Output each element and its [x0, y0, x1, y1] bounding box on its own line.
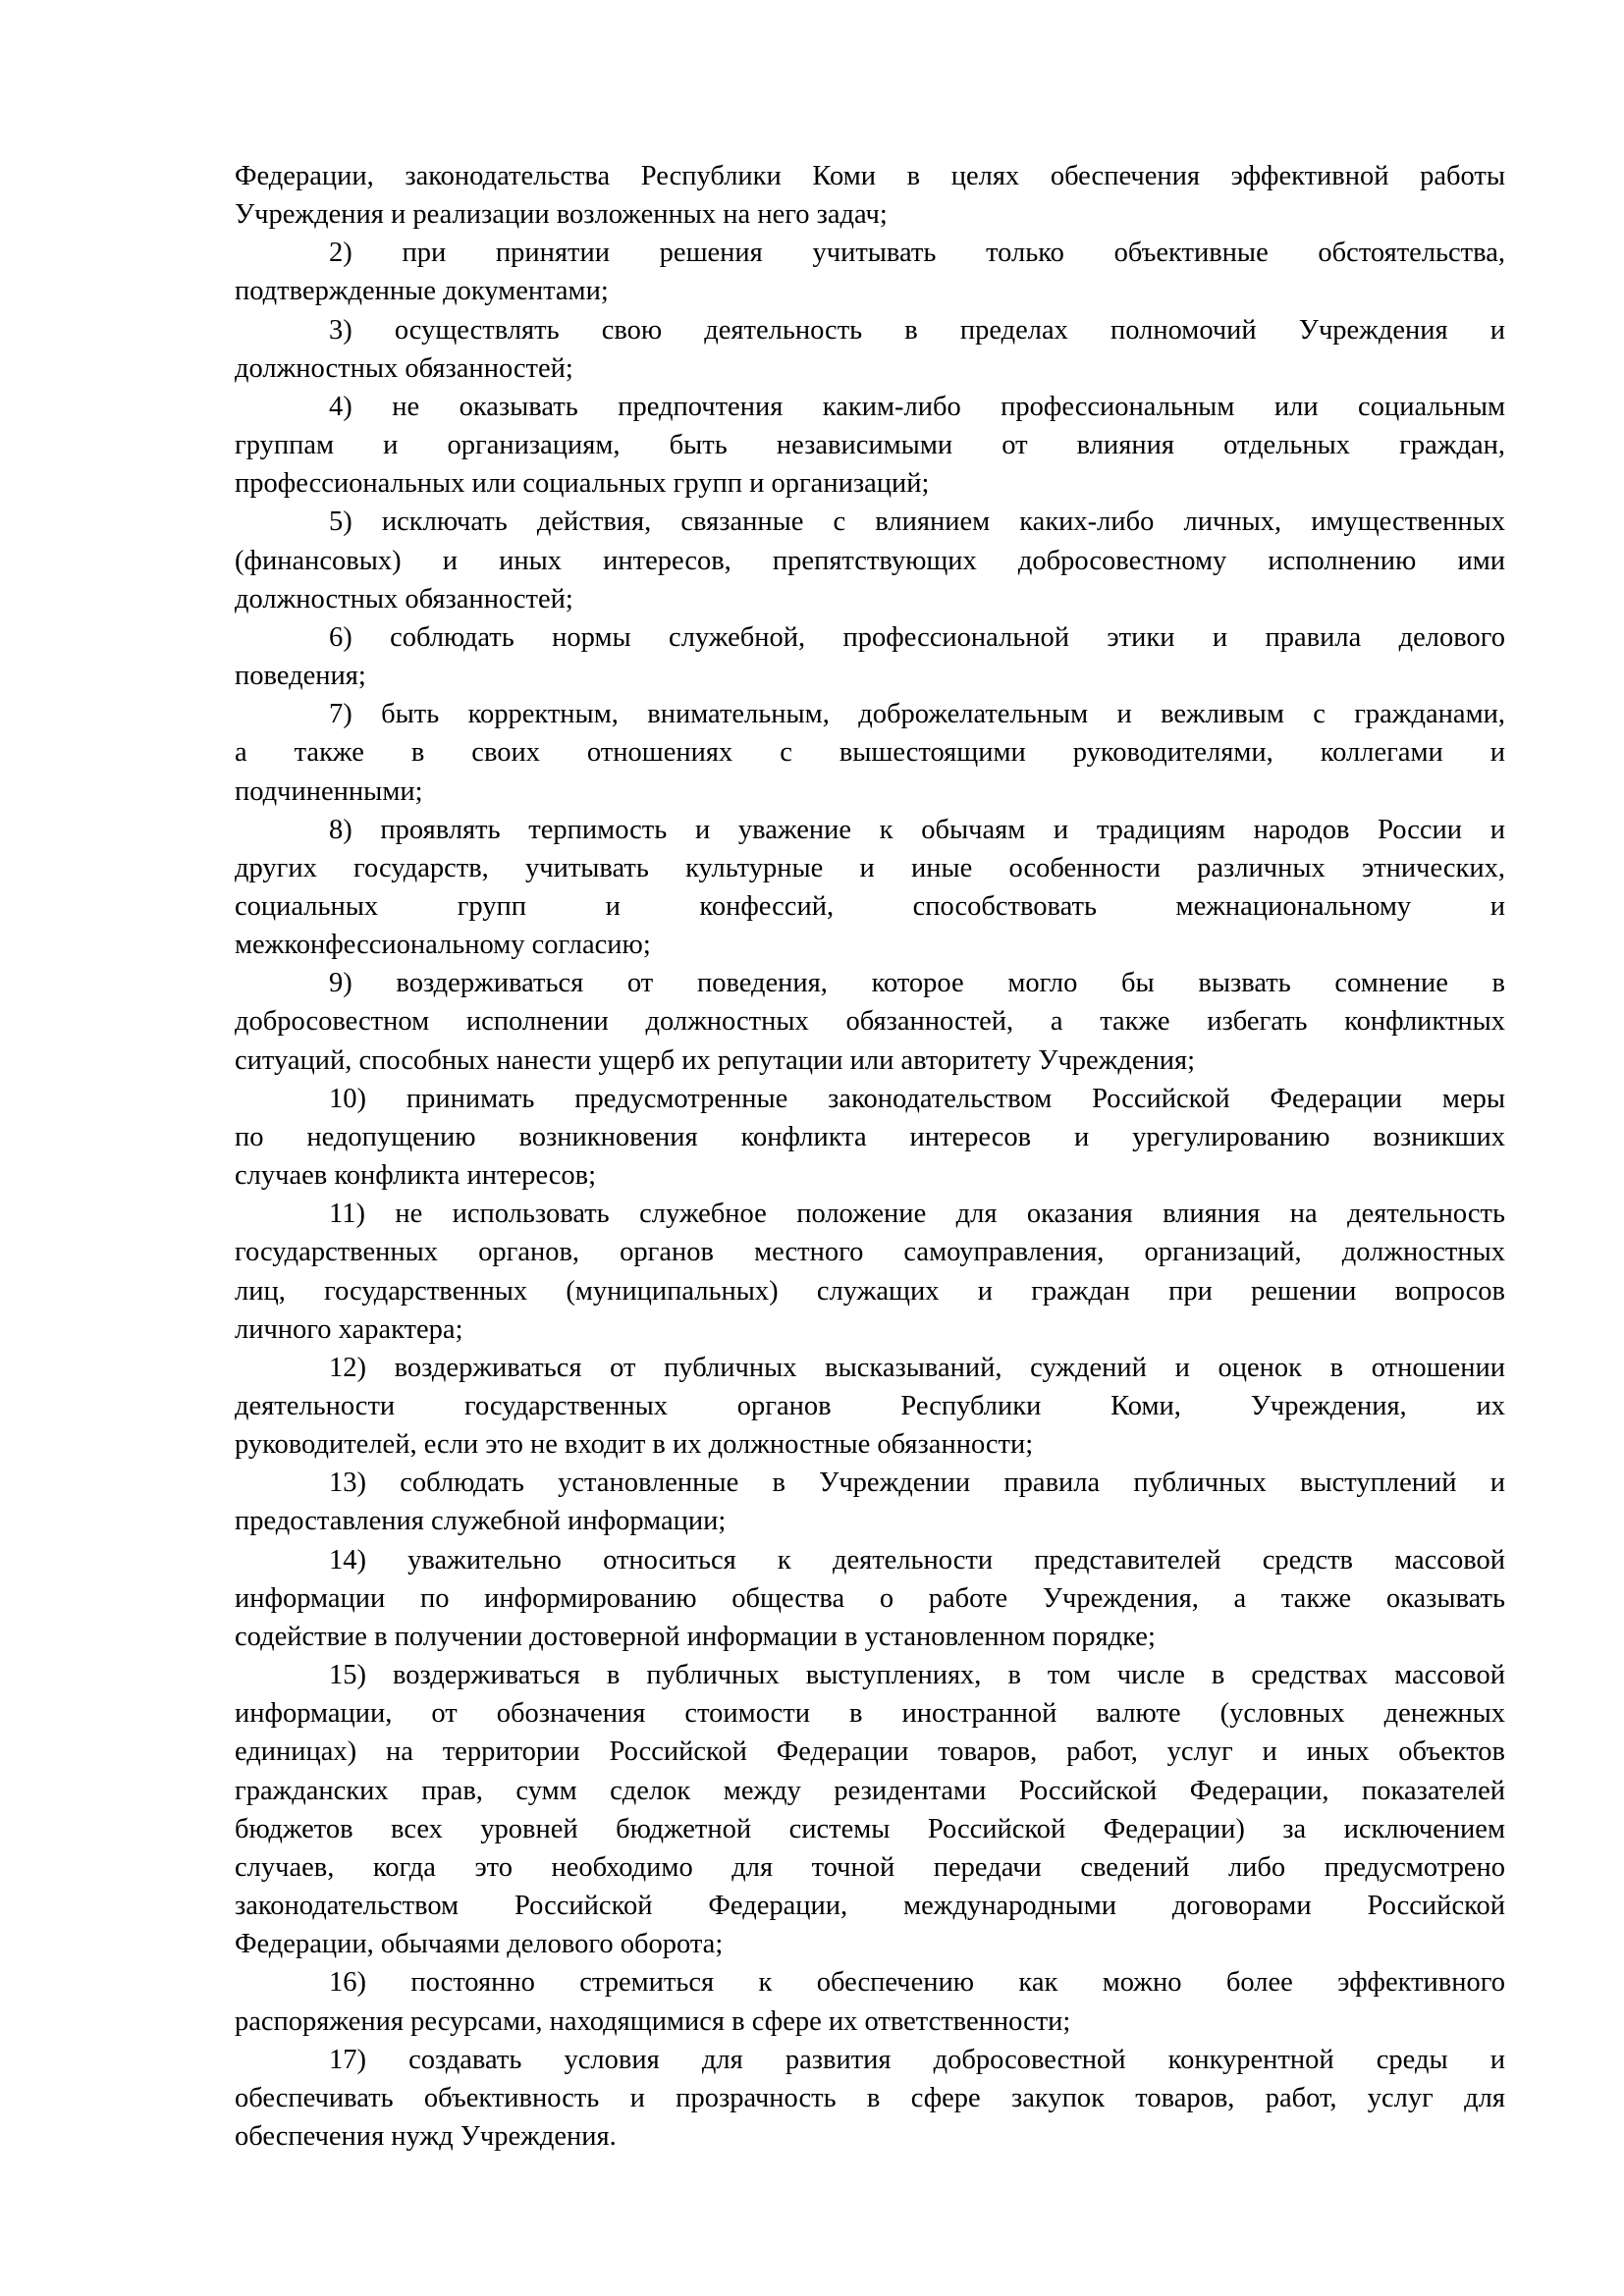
text-line: обеспечивать объективность и прозрачность в сфере закупок товаров, работ, услуг для: [235, 2082, 1505, 2113]
text-line: содействие в получении достоверной информации в установленном порядке;: [235, 1621, 1156, 1652]
text-line: Федерации, обычаями делового оборота;: [235, 1929, 724, 1960]
text-line: 16) постоянно стремиться к обеспечению как можно более эффективного: [329, 1967, 1505, 1999]
text-line: информации, от обозначения стоимости в иностранной валюте (условных денежных: [235, 1698, 1505, 1730]
text-line: Федерации, законодательства Республики Коми в целях обеспечения эффективной работы: [235, 161, 1505, 191]
paragraph-item-3: [235, 311, 1505, 388]
text-line: информации по информированию общества о работе Учреждения, а также оказывать: [235, 1582, 1505, 1614]
paragraph-item-7: [235, 695, 1505, 810]
text-line: случаев конфликта интересов;: [235, 1160, 597, 1192]
text-line: распоряжения ресурсами, находящимися в сфере их ответственности;: [235, 2005, 1071, 2037]
text-line: лиц, государственных (муниципальных) служащих и граждан при решении вопросов: [235, 1275, 1505, 1307]
text-line: деятельности государственных органов Республики Коми, Учреждения, их: [235, 1391, 1505, 1421]
paragraph-item-4: [235, 388, 1505, 503]
paragraph-item-16: [235, 1963, 1505, 2040]
text-line: подтвержденные документами;: [235, 276, 609, 307]
paragraph-item-2: [235, 234, 1505, 310]
text-line: государственных органов, органов местного самоуправления, организаций, должностных: [235, 1237, 1505, 1268]
text-line: случаев, когда это необходимо для точной передачи сведений либо предусмотрено: [235, 1851, 1505, 1883]
text-line: 7) быть корректным, внимательным, доброжелательным и вежливым с гражданами,: [329, 699, 1505, 730]
paragraph-item-10: [235, 1080, 1505, 1195]
paragraph-item-13: [235, 1464, 1505, 1540]
text-line: единицах) на территории Российской Федерации товаров, работ, услуг и иных объектов: [235, 1736, 1505, 1768]
paragraph-item-9: [235, 964, 1505, 1079]
text-line: 5) исключать действия, связанные с влиянием каких-либо личных, имущественных: [329, 507, 1505, 538]
paragraph-item-11: [235, 1195, 1505, 1349]
document-body: [235, 157, 1505, 2156]
text-line: по недопущению возникновения конфликта интересов и урегулированию возникших: [235, 1121, 1505, 1152]
text-line: межконфессиональному согласию;: [235, 930, 651, 961]
text-line: должностных обязанностей;: [235, 583, 573, 614]
text-line: 3) осуществлять свою деятельность в пределах полномочий Учреждения и: [329, 314, 1505, 346]
text-line: личного характера;: [235, 1313, 463, 1345]
paragraph-item-6: [235, 618, 1505, 695]
text-line: поведения;: [235, 661, 366, 692]
text-line: предоставления служебной информации;: [235, 1506, 727, 1537]
text-line: 17) создавать условия для развития добросовестной конкурентной среды и: [329, 2044, 1505, 2075]
paragraph-item-5: [235, 503, 1505, 617]
text-line: группам и организациям, быть независимыми от влияния отдельных граждан,: [235, 430, 1505, 461]
paragraph-item-8: [235, 811, 1505, 965]
text-line: (финансовых) и иных интересов, препятствующих добросовестному исполнению ими: [235, 545, 1505, 576]
text-line: ситуаций, способных нанести ущерб их репутации или авторитету Учреждения;: [235, 1044, 1196, 1076]
paragraph-item-12: [235, 1349, 1505, 1464]
text-line: 6) соблюдать нормы служебной, профессиональной этики и правила делового: [329, 621, 1505, 653]
text-line: 11) не использовать служебное положение для оказания влияния на деятельность: [329, 1199, 1505, 1230]
paragraph-item-14: [235, 1541, 1505, 1656]
text-line: 2) при принятии решения учитывать только объективные обстоятельства,: [329, 238, 1505, 269]
text-line: законодательством Российской Федерации, международными договорами Российской: [235, 1891, 1505, 1922]
text-line: 9) воздерживаться от поведения, которое могло бы вызвать сомнение в: [329, 968, 1505, 999]
paragraph-intro-continuation: [235, 157, 1505, 234]
text-line: подчиненными;: [235, 775, 423, 807]
text-line: гражданских прав, сумм сделок между резидентами Российской Федерации, показателей: [235, 1775, 1505, 1806]
text-line: должностных обязанностей;: [235, 352, 573, 384]
text-line: 8) проявлять терпимость и уважение к обычаям и традициям народов России и: [329, 814, 1505, 845]
text-line: 4) не оказывать предпочтения каким-либо профессиональным или социальным: [329, 391, 1505, 422]
text-line: обеспечения нужд Учреждения.: [235, 2120, 617, 2152]
text-line: 13) соблюдать установленные в Учреждении правила публичных выступлений и: [329, 1468, 1505, 1499]
text-line: профессиональных или социальных групп и организаций;: [235, 468, 930, 500]
paragraph-item-15: [235, 1656, 1505, 1963]
text-line: а также в своих отношениях с вышестоящими руководителями, коллегами и: [235, 737, 1505, 769]
text-line: других государств, учитывать культурные и иные особенности различных этнических,: [235, 852, 1505, 883]
text-line: добросовестном исполнении должностных обязанностей, а также избегать конфликтных: [235, 1006, 1505, 1038]
text-line: 15) воздерживаться в публичных выступлениях, в том числе в средствах массовой: [329, 1660, 1505, 1691]
text-line: Учреждения и реализации возложенных на него задач;: [235, 199, 888, 231]
text-line: бюджетов всех уровней бюджетной системы Российской Федерации) за исключением: [235, 1813, 1505, 1844]
text-line: 10) принимать предусмотренные законодательством Российской Федерации меры: [329, 1083, 1505, 1114]
text-line: руководителей, если это не входит в их должностные обязанности;: [235, 1429, 1034, 1461]
text-line: 14) уважительно относиться к деятельности представителей средств массовой: [329, 1544, 1505, 1575]
paragraph-item-17: [235, 2041, 1505, 2156]
text-line: 12) воздерживаться от публичных высказываний, суждений и оценок в отношении: [329, 1352, 1505, 1383]
text-line: социальных групп и конфессий, способствовать межнациональному и: [235, 890, 1505, 922]
